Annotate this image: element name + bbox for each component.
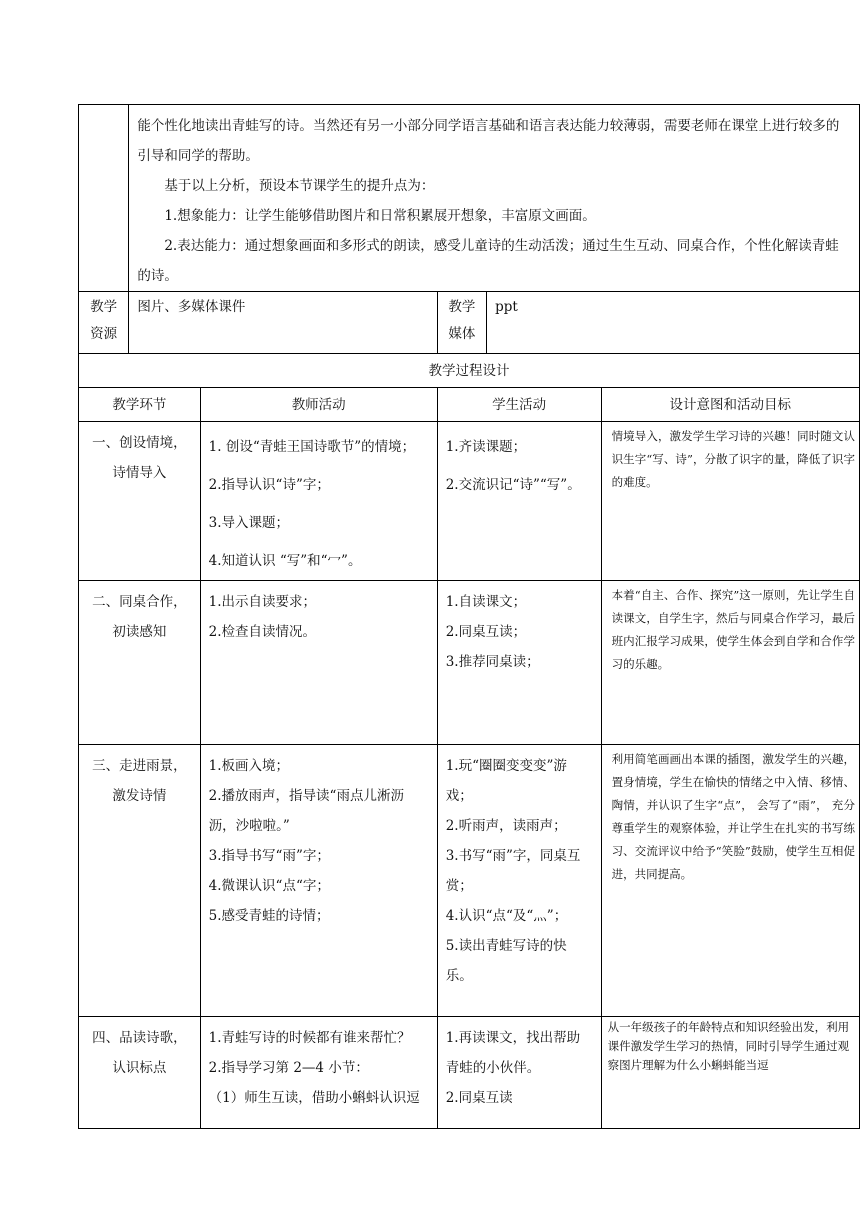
resources-label-text: 教学资源: [90, 299, 118, 342]
analysis-paragraph: 2.表达能力：通过想象画面和多形式的朗读，感受儿童诗的生动活泼；通过生生互动、同桌合作，个性化解读青蛙的诗。: [137, 238, 839, 284]
student-activity: [437, 745, 601, 1017]
list-item: 1.再读课文，找出帮助青蛙的小伙伴。: [445, 1030, 581, 1076]
student-activity: [437, 422, 601, 581]
header-phase: 教学环节: [79, 388, 201, 422]
list-item: 1.出示自读要求；: [208, 594, 317, 610]
student-list: [446, 428, 593, 504]
resources-label: [79, 292, 129, 354]
phase-cell: [79, 422, 201, 581]
list-item: 1.齐读课题；: [445, 439, 527, 455]
list-item: 1.板画入境；: [208, 758, 290, 774]
resources-row: [79, 292, 860, 354]
analysis-row: [79, 105, 860, 292]
list-item: 5.感受青蛙的诗情；: [208, 908, 330, 924]
list-item: 2.交流识记“诗”“写”。: [445, 477, 581, 493]
list-item: 2.播放雨声，指导读“雨点儿淅沥沥，沙啦啦。”: [208, 788, 404, 834]
phase-subtitle: 初读感知: [112, 624, 167, 640]
list-item: 1.自读课文；: [445, 594, 527, 610]
phase-title: 三、走进雨景，: [92, 758, 187, 774]
list-item: 4.知道认识 “写”和“冖”。: [208, 553, 362, 569]
resources-value: 图片、多媒体课件: [129, 292, 437, 354]
list-item: 2.指导学习第 2—4 小节：: [208, 1060, 369, 1076]
design-intent: 利用简笔画画出本课的插图，激发学生的兴趣，置身情境，学生在愉快的情绪之中入情、移情、陶情，并认识了生字“点”， 会写了“雨”， 充分尊重学生的观察体验，并让学生在扎实的书写练习、交流评议中给予“笑脸”鼓励，使学生互相促进，共同提高。: [601, 745, 859, 1017]
phase-cell: [79, 745, 201, 1017]
analysis-paragraph: 能个性化地读出青蛙写的诗。当然还有另一小部分同学语言基础和语言表达能力较薄弱，需要老师在课堂上进行较多的引导和同学的帮助。: [137, 118, 840, 164]
list-item: 1. 创设“青蛙王国诗歌节”的情境；: [208, 439, 416, 455]
list-item: 4.认识“点“及“灬”；: [445, 908, 568, 924]
phase-subtitle: 认识标点: [112, 1060, 167, 1076]
phase-cell: [79, 581, 201, 745]
list-item: 1.青蛙写诗的时候都有谁来帮忙？: [208, 1030, 411, 1046]
header-teacher: 教师活动: [200, 388, 437, 422]
student-list: [446, 1023, 593, 1113]
student-list: [446, 587, 593, 677]
list-item: 3.推荐同桌读；: [445, 654, 540, 670]
header-row: [79, 388, 860, 422]
list-item: 2.同桌互读；: [445, 624, 527, 640]
phase-subtitle: 诗情导入: [112, 465, 167, 481]
analysis-paragraph: 基于以上分析，预设本节课学生的提升点为：: [164, 178, 435, 194]
list-item: 2.指导认识“诗”字；: [208, 477, 330, 493]
student-activity: [437, 581, 601, 745]
list-item: 2.听雨声，读雨声；: [445, 818, 567, 834]
teacher-list: [209, 587, 429, 647]
media-label-text: 教学媒体: [448, 299, 476, 342]
student-activity: [437, 1017, 601, 1129]
media-label: [437, 292, 486, 354]
teacher-activity: [200, 745, 437, 1017]
phase-subtitle: 激发诗情: [112, 788, 167, 804]
phase-title: 一、创设情境，: [92, 435, 187, 451]
analysis-paragraph: 1.想象能力：让学生能够借助图片和日常积累展开想象，丰富原文画面。: [164, 208, 596, 224]
teacher-activity: [200, 581, 437, 745]
process-title: 教学过程设计: [79, 354, 860, 388]
header-student: 学生活动: [437, 388, 601, 422]
list-item: 4.微课认识“点“字；: [208, 878, 330, 894]
list-item: （1）师生互读，借助小蝌蚪认识逗: [208, 1090, 420, 1106]
phase-title: 二、同桌合作，: [92, 594, 187, 610]
list-item: 3.导入课题；: [208, 515, 290, 531]
table-row: [79, 422, 860, 581]
teacher-activity: [200, 1017, 437, 1129]
media-value: ppt: [487, 292, 860, 354]
process-title-row: [79, 354, 860, 388]
table-row: [79, 581, 860, 745]
list-item: 3.书写“雨”字，同桌互赏；: [445, 848, 581, 894]
list-item: 2.检查自读情况。: [208, 624, 317, 640]
phase-cell: [79, 1017, 201, 1129]
analysis-content: [129, 105, 860, 292]
teacher-list: [209, 1023, 429, 1113]
table-row: [79, 745, 860, 1017]
list-item: 1.玩“圈圈变变变”游戏；: [445, 758, 567, 804]
list-item: 2.同桌互读: [445, 1090, 513, 1106]
list-item: 5.读出青蛙写诗的快乐。: [445, 938, 567, 984]
header-intent: 设计意图和活动目标: [601, 388, 859, 422]
analysis-label-cell: [79, 105, 129, 292]
teacher-list: [209, 751, 429, 931]
lesson-plan-table: [78, 104, 860, 1129]
student-list: [446, 751, 593, 991]
teacher-activity: [200, 422, 437, 581]
design-intent: 从一年级孩子的年龄特点和知识经验出发，利用课件激发学生学习的热情，同时引导学生通过观察图片理解为什么小蝌蚪能当逗: [601, 1017, 859, 1129]
teacher-list: [209, 428, 429, 580]
design-intent: 本着“自主、合作、探究”这一原则，先让学生自读课文，自学生字，然后与同桌合作学习，最后班内汇报学习成果，使学生体会到自学和合作学习的乐趣。: [601, 581, 859, 745]
phase-title: 四、品读诗歌，: [92, 1030, 187, 1046]
design-intent: 情境导入，激发学生学习诗的兴趣！同时随文认识生字“写、诗”，分散了识字的量，降低了识字的难度。: [601, 422, 859, 581]
list-item: 3.指导书写“雨”字；: [208, 848, 330, 864]
table-row: [79, 1017, 860, 1129]
